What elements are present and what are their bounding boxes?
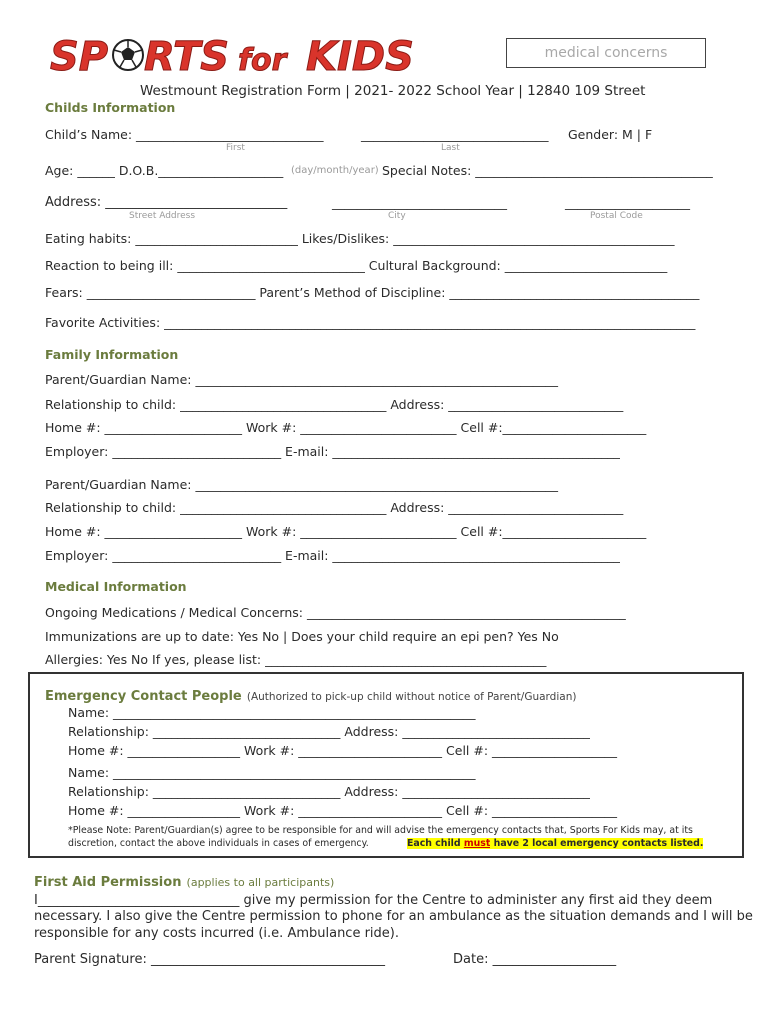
guardian1-phones-field[interactable]: Home #: ______________________ Work #: _________________________ Cell #:_______________________ [45, 420, 647, 435]
guardian1-relationship-field[interactable]: Relationship to child: _________________________________ Address: ____________________________ [45, 397, 624, 412]
logo-text-kids: KIDS [306, 34, 414, 76]
last-name-hint: Last [441, 143, 460, 153]
age-dob-field[interactable]: Age: ______ D.O.B.____________________ [45, 163, 284, 178]
medications-field[interactable]: Ongoing Medications / Medical Concerns: ___________________________________________________ [45, 605, 626, 620]
first-aid-line2: necessary. I also give the Centre permission to phone for an ambulance as the situation demands and I will be [34, 909, 753, 924]
guardian1-name-field[interactable]: Parent/Guardian Name: __________________________________________________________ [45, 372, 558, 387]
gender-field[interactable]: Gender: M | F [568, 127, 653, 142]
emergency-contact-subtitle: (Authorized to pick-up child without notice of Parent/Guardian) [246, 691, 577, 703]
emergency2-name-field[interactable]: Name: __________________________________________________________ [68, 765, 476, 780]
family-information-heading: Family Information [45, 347, 179, 362]
eating-habits-field[interactable]: Eating habits: __________________________ Likes/Dislikes: _____________________________________________ [45, 231, 675, 246]
soccer-ball-icon [113, 40, 143, 70]
favorite-activities-field[interactable]: Favorite Activities: _____________________________________________________________________________________ [45, 315, 696, 330]
first-aid-heading-row [34, 871, 334, 890]
must-word: must [463, 838, 491, 849]
emergency2-relationship-field[interactable]: Relationship: ______________________________ Address: ______________________________ [68, 784, 590, 799]
address-street-field[interactable]: Address: ____________________________ [45, 195, 288, 210]
logo-text-sp: SP [50, 34, 109, 76]
child-name-field[interactable]: Child’s Name: ______________________________ [45, 127, 324, 142]
first-aid-heading: First Aid Permission [34, 875, 182, 890]
emergency-heading-row [45, 685, 576, 704]
postal-code-hint: Postal Code [590, 211, 643, 221]
guardian2-employer-field[interactable]: Employer: ___________________________ E-mail: ______________________________________________ [45, 548, 620, 563]
guardian2-relationship-field[interactable]: Relationship to child: _________________________________ Address: ____________________________ [45, 500, 624, 515]
emergency1-relationship-field[interactable]: Relationship: ______________________________ Address: ______________________________ [68, 724, 590, 739]
reaction-cultural-field[interactable]: Reaction to being ill: ______________________________ Cultural Background: __________________________ [45, 258, 668, 273]
immunizations-field[interactable]: Immunizations are up to date: Yes No | Does your child require an epi pen? Yes No [45, 629, 559, 644]
special-notes-field[interactable]: Special Notes: ______________________________________ [382, 163, 713, 178]
emergency-contact-heading: Emergency Contact People [45, 689, 242, 704]
allergies-field[interactable]: Allergies: Yes No If yes, please list: _____________________________________________ [45, 652, 547, 667]
city-hint: City [388, 211, 406, 221]
form-header: Westmount Registration Form | 2021- 2022 School Year | 12840 109 Street [140, 83, 646, 99]
first-aid-subtitle: (applies to all participants) [186, 876, 335, 889]
sports-for-kids-logo [48, 32, 433, 76]
emergency1-name-field[interactable]: Name: __________________________________________________________ [68, 705, 476, 720]
child-last-name-field[interactable]: ______________________________ [361, 127, 549, 142]
first-aid-line1[interactable]: I_______________________________ give my permission for the Centre to administer any first aid they deem [34, 893, 713, 908]
emergency-note-line1: *Please Note: Parent/Guardian(s) agree to be responsible for and will advise the emergency contacts that, Sports For Kids may, at its [68, 825, 693, 836]
dob-format-hint: (day/month/year) [291, 165, 379, 176]
must-note-post: have 2 local emergency contacts listed. [490, 838, 704, 849]
address-postal-field[interactable]: ____________________ [565, 195, 690, 210]
logo-text-for: for [238, 43, 287, 76]
emergency-note-line2: discretion, contact the above individuals in cases of emergency. [68, 838, 369, 849]
fears-discipline-field[interactable]: Fears: ___________________________ Parent’s Method of Discipline: ________________________________________ [45, 285, 700, 300]
street-address-hint: Street Address [129, 211, 196, 221]
first-name-hint: First [226, 143, 245, 153]
childs-information-heading: Childs Information [45, 100, 176, 115]
address-city-field[interactable]: ____________________________ [332, 195, 507, 210]
emergency2-phones-field[interactable]: Home #: __________________ Work #: _______________________ Cell #: ____________________ [68, 803, 618, 818]
emergency-must-note [407, 838, 703, 849]
guardian2-name-field[interactable]: Parent/Guardian Name: __________________________________________________________ [45, 477, 558, 492]
date-field[interactable]: Date: ___________________ [453, 952, 617, 967]
first-aid-line3: responsible for any costs incurred (i.e. Ambulance ride). [34, 926, 399, 941]
logo-text-rts: RTS [144, 34, 230, 76]
medical-information-heading: Medical Information [45, 579, 187, 594]
guardian1-employer-field[interactable]: Employer: ___________________________ E-mail: ______________________________________________ [45, 444, 620, 459]
guardian2-phones-field[interactable]: Home #: ______________________ Work #: _________________________ Cell #:_______________________ [45, 524, 647, 539]
parent-signature-field[interactable]: Parent Signature: ____________________________________ [34, 952, 385, 967]
logo-graphic [48, 32, 433, 76]
emergency1-phones-field[interactable]: Home #: __________________ Work #: _______________________ Cell #: ____________________ [68, 743, 618, 758]
medical-concerns-box[interactable]: medical concerns [506, 38, 706, 68]
must-note-pre: Each child [407, 838, 464, 849]
